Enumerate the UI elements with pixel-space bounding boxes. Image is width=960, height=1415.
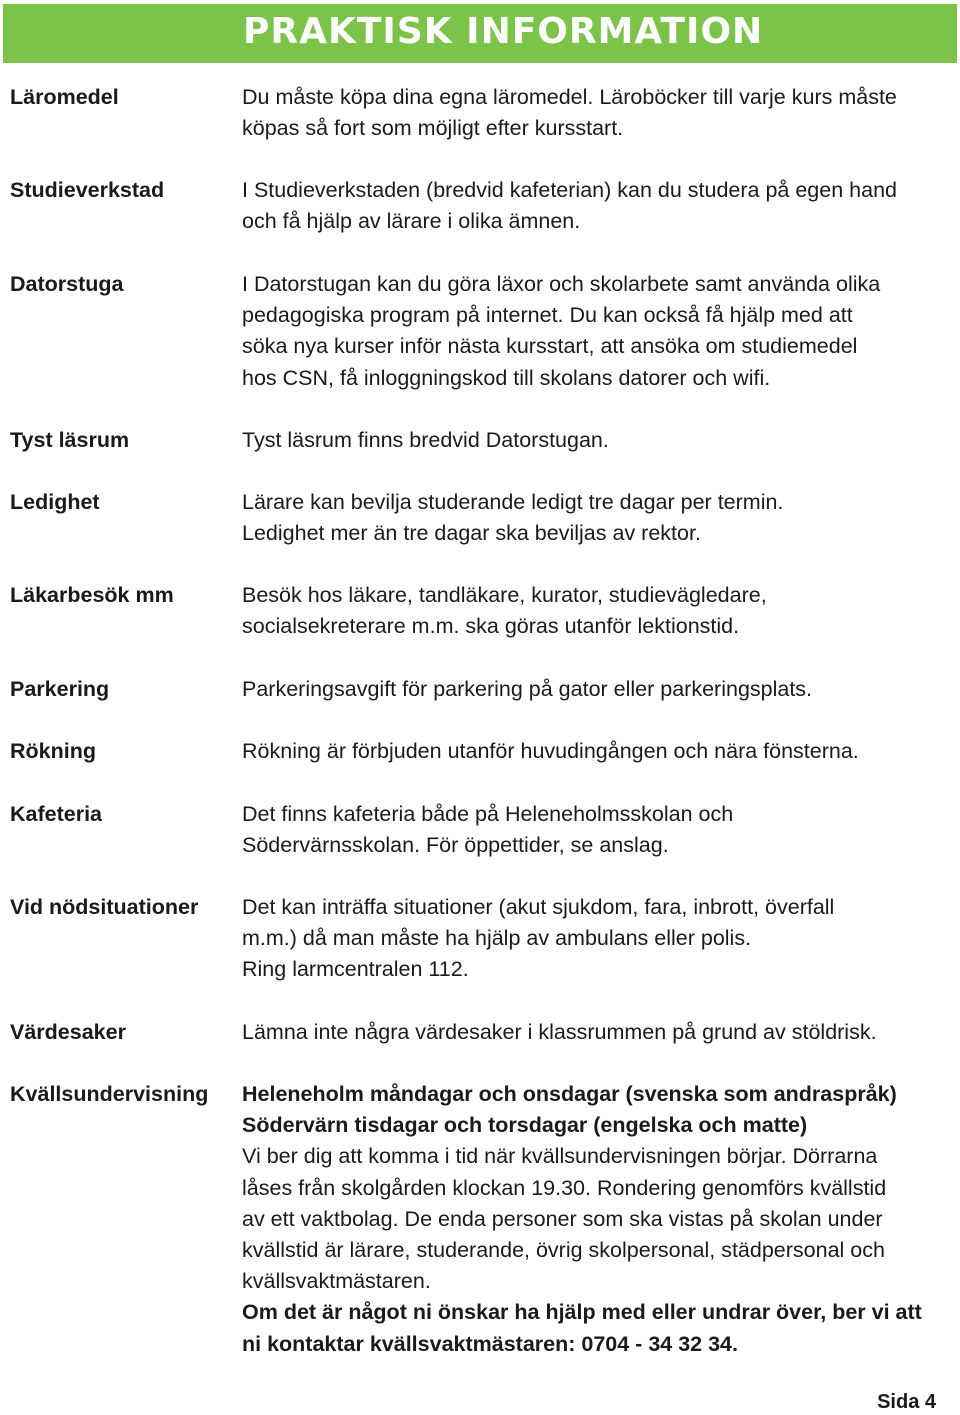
row-body-studieverkstad	[242, 175, 954, 237]
body-line: Du måste köpa dina egna läromedel. Läroböcker till varje kurs måste	[242, 85, 897, 109]
body-line: och få hjälp av lärare i olika ämnen.	[242, 209, 581, 234]
row-label-kvallsundervisning: Kvällsundervisning	[10, 1082, 209, 1106]
row-body-ledighet	[242, 487, 954, 549]
body-line: Det finns kafeteria både på Heleneholmsskolan och	[242, 802, 734, 826]
body-line: Lämna inte några värdesaker i klassrummen på grund av stöldrisk.	[242, 1020, 877, 1044]
row-body-parkering	[242, 674, 954, 705]
schedule-line: Södervärn tisdagar och torsdagar (engelska och matte)	[242, 1113, 808, 1138]
body-line: Besök hos läkare, tandläkare, kurator, studievägledare,	[242, 583, 767, 607]
body-line: kvällsvaktmästaren.	[242, 1269, 431, 1294]
body-line: m.m.) då man måste ha hjälp av ambulans eller polis.	[242, 926, 752, 951]
body-line: pedagogiska program på internet. Du kan också få hjälp med att	[242, 303, 853, 328]
row-body-rokning	[242, 736, 954, 767]
row-body-kvallsundervisning	[242, 1079, 954, 1360]
row-label-parkering: Parkering	[10, 677, 110, 701]
row-label-laromedel: Läromedel	[10, 85, 119, 109]
row-label-lakarbesok: Läkarbesök mm	[10, 583, 174, 607]
row-body-lakarbesok	[242, 580, 954, 642]
row-body-datorstuga	[242, 269, 954, 394]
body-line: köpas så fort som möjligt efter kursstart.	[242, 116, 624, 141]
row-label-kafeteria: Kafeteria	[10, 802, 103, 826]
row-label-tyst-lasrum: Tyst läsrum	[10, 428, 130, 452]
body-line: Rökning är förbjuden utanför huvudingången och nära fönsterna.	[242, 739, 859, 763]
body-line: Södervärnsskolan. För öppettider, se anslag.	[242, 833, 669, 858]
row-body-nodsituationer	[242, 892, 954, 986]
body-line: I Studieverkstaden (bredvid kafeterian) kan du studera på egen hand	[242, 178, 897, 202]
body-line: Parkeringsavgift för parkering på gator eller parkeringsplats.	[242, 677, 813, 701]
row-body-laromedel	[242, 82, 954, 144]
row-label-rokning: Rökning	[10, 739, 96, 763]
row-label-studieverkstad: Studieverkstad	[10, 178, 165, 202]
body-line: Lärare kan bevilja studerande ledigt tre dagar per termin.	[242, 490, 784, 514]
body-line: Ring larmcentralen 112.	[242, 957, 469, 982]
page-number: Sida 4	[877, 1391, 936, 1413]
row-body-kafeteria	[242, 799, 954, 861]
body-line: hos CSN, få inloggningskod till skolans datorer och wifi.	[242, 365, 771, 390]
body-line: av ett vaktbolag. De enda personer som ska vistas på skolan under	[242, 1206, 883, 1231]
body-line: kvällstid är lärare, studerande, övrig skolpersonal, städpersonal och	[242, 1238, 885, 1263]
body-line: Tyst läsrum finns bredvid Datorstugan.	[242, 428, 609, 452]
row-label-nodsituationer: Vid nödsituationer	[10, 895, 199, 919]
body-line: socialsekreterare m.m. ska göras utanför lektionstid.	[242, 614, 740, 639]
page-title: PRAKTISK INFORMATION	[243, 11, 764, 52]
row-body-vardesaker	[242, 1017, 954, 1048]
body-line: Ledighet mer än tre dagar ska beviljas av rektor.	[242, 521, 701, 546]
row-label-vardesaker: Värdesaker	[10, 1020, 126, 1044]
contact-line: Om det är något ni önskar ha hjälp med eller undrar över, ber vi att	[242, 1300, 922, 1325]
schedule-line: Heleneholm måndagar och onsdagar (svenska som andraspråk)	[242, 1082, 897, 1106]
row-body-tyst-lasrum	[242, 425, 954, 456]
body-line: söka nya kurser inför nästa kursstart, att ansöka om studiemedel	[242, 334, 858, 359]
contact-line: ni kontaktar kvällsvaktmästaren: 0704 - 34 32 34.	[242, 1331, 738, 1356]
body-line: Det kan inträffa situationer (akut sjukdom, fara, inbrott, överfall	[242, 895, 835, 919]
body-line: I Datorstugan kan du göra läxor och skolarbete samt använda olika	[242, 272, 881, 296]
row-label-ledighet: Ledighet	[10, 490, 100, 514]
body-line: Vi ber dig att komma i tid när kvällsundervisningen börjar. Dörrarna	[242, 1144, 878, 1169]
body-line: låses från skolgården klockan 19.30. Rondering genomförs kvällstid	[242, 1175, 887, 1200]
row-label-datorstuga: Datorstuga	[10, 272, 124, 296]
